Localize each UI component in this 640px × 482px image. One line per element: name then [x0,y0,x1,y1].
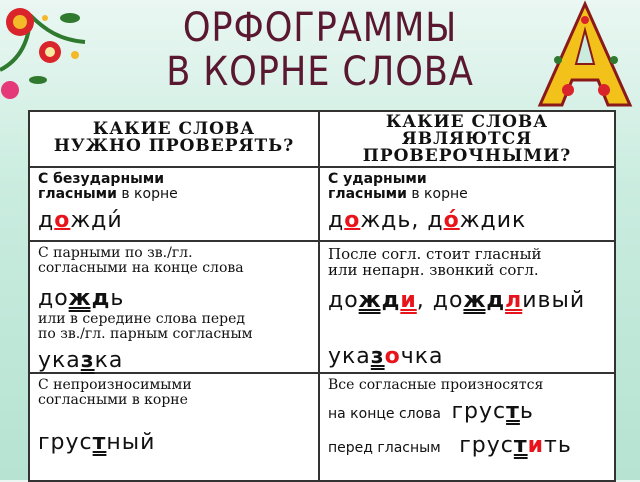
row1-right-text-a: С ударными [328,171,427,187]
page-title [0,6,640,94]
row2-right [320,242,614,374]
row1-right-text-b: гласными [328,186,407,202]
row1-left-text-c: в корне [116,186,178,202]
highlight-letter: жд [463,288,506,313]
highlight-letter: и [400,288,417,313]
highlight-letter: з [80,348,95,373]
row2-right-text-2: или непарн. звонкий согл. [328,261,539,279]
row2-right-word-2 [328,344,606,370]
row1-right-words [328,208,606,234]
word-part: ука [38,348,81,373]
header-right-line-2: ЯВЛЯЮТСЯ [401,129,533,149]
word-part: до [38,286,69,311]
highlight-letter: л [505,288,523,313]
word-part: ь [519,399,534,424]
row1-left-word [38,208,310,234]
word-part: ный [106,430,156,455]
row1-left [30,168,320,242]
row3-left-word [38,430,310,456]
header-left-line-2: НУЖНО ПРОВЕРЯТЬ? [53,136,295,156]
highlight-letter: о [344,208,361,233]
header-right-line-3: ПРОВЕРОЧНЫМИ? [362,146,572,166]
row3-left-text-1: С непроизносимыми [38,377,192,393]
header-left [30,112,320,168]
row1-left-text-a: С безударными [38,171,165,187]
row2-left-word-1 [38,286,310,312]
word-part: д [427,208,444,233]
header-right-line-1: КАКИЕ СЛОВА [385,112,549,132]
row2-left-text-4: по зв./гл. парным согласным [38,326,253,342]
word-part: грус [38,430,93,455]
highlight-letter: о́ [443,208,460,233]
highlight-letter: жд [358,288,401,313]
highlight-letter: т [513,433,528,458]
row3-left [30,374,320,480]
word-part: д [328,208,345,233]
row3-right-word-1 [451,399,533,424]
row1-right-text-c: в корне [406,186,468,202]
row2-left [30,242,320,374]
row3-right-line-1 [328,399,606,425]
row3-right [320,374,614,480]
highlight-letter: жд [68,286,111,311]
word-part: ь [110,286,125,311]
highlight-letter: о [384,344,401,369]
row2-left-word-2 [38,348,310,374]
highlight-letter: т [506,399,520,424]
row2-right-word-1 [328,288,606,314]
row3-right-line-2 [328,433,606,459]
highlight-letter: и [527,433,545,458]
word-part: , до [416,288,464,313]
highlight-letter: з [370,344,385,369]
highlight-letter: о [54,208,71,233]
word-part: грус [451,399,507,424]
word-part: ждь, [360,208,420,233]
header-left-line-1: КАКИЕ СЛОВА [92,119,256,139]
row2-left-text-3: или в середине слова перед [38,311,246,327]
row3-left-text-2: согласными в корне [38,392,188,408]
row3-right-text-3: перед гласным [328,440,441,456]
word-part: д [38,208,55,233]
row2-left-text-1: С парными по зв./гл. [38,245,193,261]
word-part: грус [459,433,514,458]
row1-right [320,168,614,242]
word-part: ка [94,348,124,373]
row3-right-text-2: на конце слова [328,406,441,422]
word-part: ивый [522,288,586,313]
word-part: ука [328,344,371,369]
word-part: чка [400,344,444,369]
word-part: ждик [459,208,527,233]
title-line-1: ОРФОГРАММЫ [182,5,458,51]
title-line-2: В КОРНЕ СЛОВА [166,49,474,95]
row3-right-word-2 [459,433,572,458]
rules-table [28,110,616,482]
header-right [320,112,614,168]
highlight-letter: т [92,430,107,455]
word-part: жди́ [70,208,123,233]
row3-right-text-1: Все согласные произносятся [328,377,544,393]
word-part: до [328,288,359,313]
row2-left-text-2: согласными на конце слова [38,260,244,276]
word-part: ть [544,433,572,458]
row1-left-text-b: гласными [38,186,117,202]
row2-right-text-1: После согл. стоит гласный [328,245,542,263]
